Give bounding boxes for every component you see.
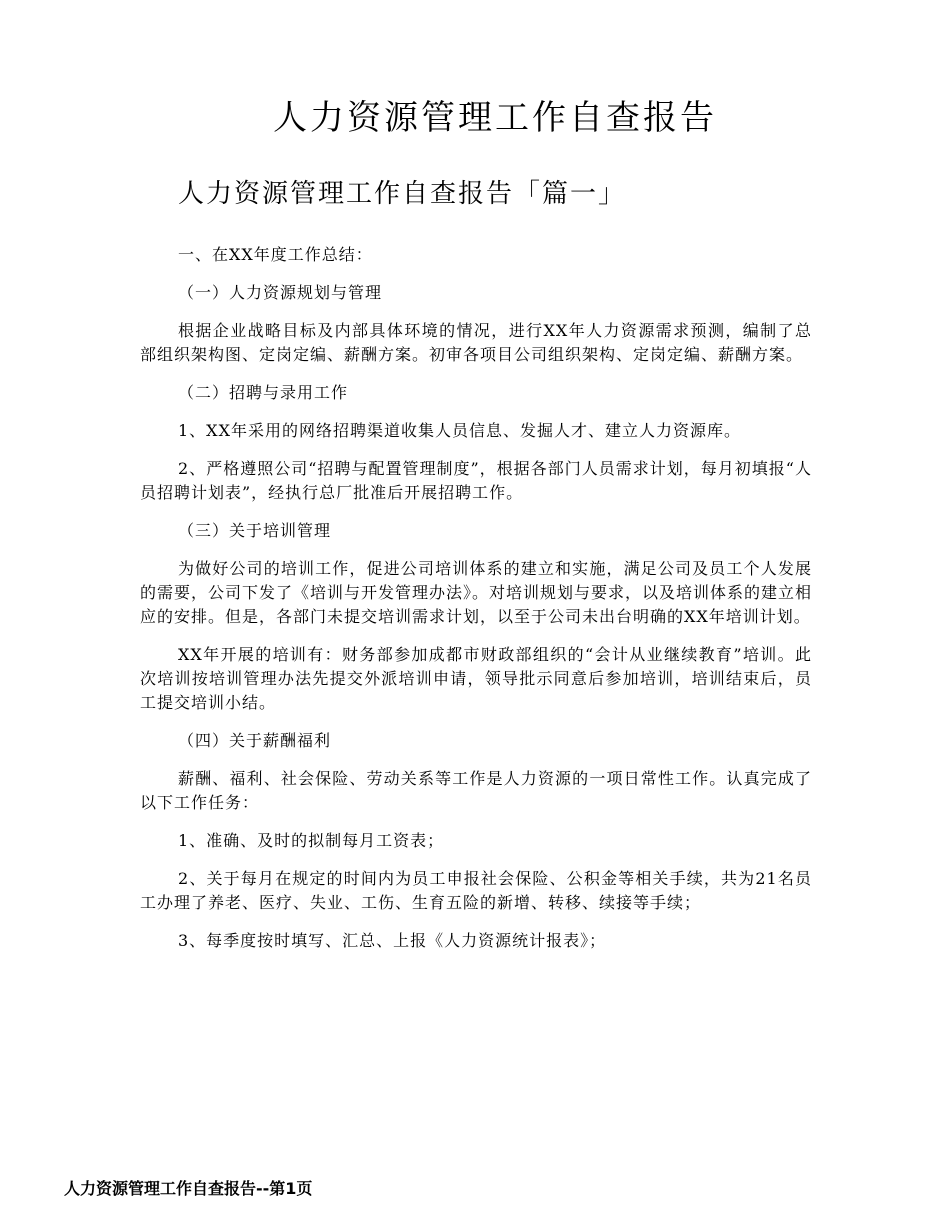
paragraph-11: 薪酬、福利、社会保险、劳动关系等工作是人力资源的一项日常性工作。认真完成了以下工作任务： [140, 769, 812, 812]
page-footer: 人力资源管理工作自查报告--第1页 [64, 1179, 313, 1198]
paragraph-13: 2、关于每月在规定的时间内为员工申报社会保险、公积金等相关手续，共为21名员工办理了养老、医疗、失业、工伤、生育五险的新增、转移、续接等手续； [140, 869, 812, 912]
paragraph-12: 1、准确、及时的拟制每月工资表； [178, 831, 445, 850]
document-body [140, 243, 812, 953]
paragraph-5: 1、XX年采用的网络招聘渠道收集人员信息、发掘人才、建立人力资源库。 [178, 421, 741, 440]
paragraph-1: 一、在XX年度工作总结： [178, 245, 373, 264]
paragraph-4: （二）招聘与录用工作 [178, 383, 349, 402]
paragraph-9: XX年开展的培训有：财务部参加成都市财政部组织的“会计从业继续教育”培训。此次培训按培训管理办法先提交外派培训申请，领导批示同意后参加培训，培训结束后，员工提交培训小结。 [140, 645, 812, 712]
document-title: 人力资源管理工作自查报告 [273, 98, 717, 138]
paragraph-7: （三）关于培训管理 [178, 521, 332, 540]
paragraph-14: 3、每季度按时填写、汇总、上报《人力资源统计报表》； [178, 931, 607, 950]
paragraph-8: 为做好公司的培训工作，促进公司培训体系的建立和实施，满足公司及员工个人发展的需要，公司下发了《培训与开发管理办法》。对培训规划与要求，以及培训体系的建立相应的安排。但是，各部门未提交培训需求计划，以至于公司未出台明确的XX年培训计划。 [140, 559, 813, 626]
section-title: 人力资源管理工作自查报告「篇一」 [178, 179, 627, 209]
paragraph-10: （四）关于薪酬福利 [178, 731, 332, 750]
paragraph-3: 根据企业战略目标及内部具体环境的情况，进行XX年人力资源需求预测，编制了总部组织架构图、定岗定编、薪酬方案。初审各项目公司组织架构、定岗定编、薪酬方案。 [140, 321, 812, 364]
paragraph-2: （一）人力资源规划与管理 [178, 283, 383, 302]
paragraph-6: 2、严格遵照公司“招聘与配置管理制度”，根据各部门人员需求计划，每月初填报“人员招聘计划表”，经执行总厂批准后开展招聘工作。 [140, 459, 812, 502]
